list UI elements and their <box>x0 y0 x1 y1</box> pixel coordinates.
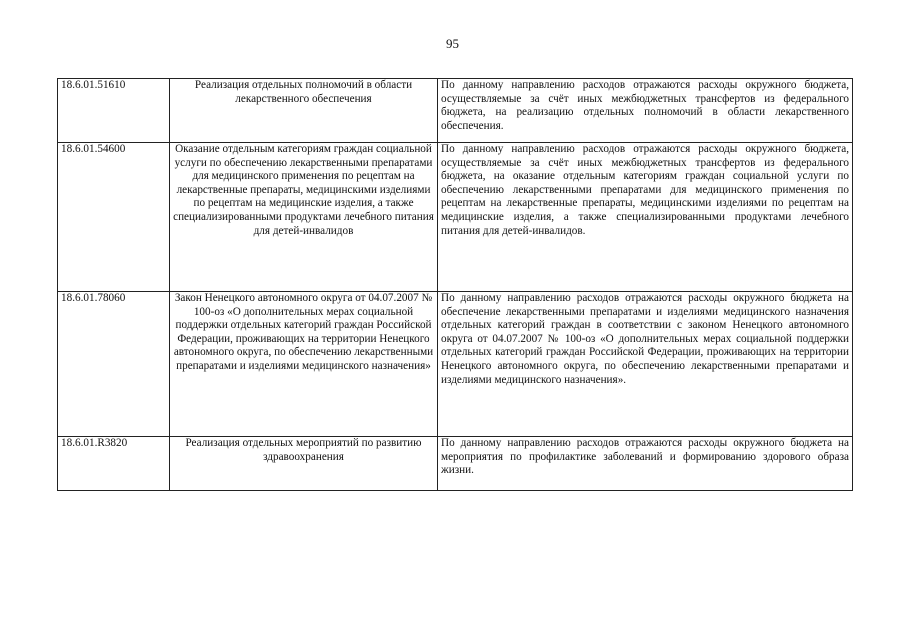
page-number: 95 <box>446 36 459 51</box>
expense-description: По данному направлению расходов отражаются расходы окружного бюджета, осуществляемые за счёт иных межбюджетных трансфертов из федерального бюджета, на реализацию отдельных полномочий в области лекарственного обеспечения. <box>438 79 853 143</box>
expense-name: Реализация отдельных мероприятий по развитию здравоохранения <box>170 437 438 491</box>
expense-description: По данному направлению расходов отражаются расходы окружного бюджета на мероприятия по профилактике заболеваний и формированию здорового образа жизни. <box>438 437 853 491</box>
budget-classification-table <box>57 78 853 491</box>
table-row <box>58 437 853 491</box>
table-row <box>58 79 853 143</box>
expense-name: Оказание отдельным категориям граждан социальной услуги по обеспечению лекарственными препаратами для медицинского применения по рецептам на лекарственные препараты, медицинскими изделиями по рецептам на медицинские изделия, а также специализированными продуктами лечебного питания для детей-инвалидов <box>170 143 438 292</box>
expense-code: 18.6.01.R3820 <box>58 437 170 491</box>
expense-code: 18.6.01.54600 <box>58 143 170 292</box>
expense-name: Реализация отдельных полномочий в области лекарственного обеспечения <box>170 79 438 143</box>
table-row <box>58 143 853 292</box>
expense-name: Закон Ненецкого автономного округа от 04.07.2007 № 100-оз «О дополнительных мерах социальной поддержки отдельных категорий граждан Российской Федерации, проживающих на территории Ненецкого автономного округа, по обеспечению лекарственными препаратами и изделиями медицинского назначения» <box>170 292 438 437</box>
expense-code: 18.6.01.51610 <box>58 79 170 143</box>
expense-description: По данному направлению расходов отражаются расходы окружного бюджета на обеспечение лекарственными препаратами и изделиями медицинского назначения отдельных категорий граждан в соответствии с законом Ненецкого автономного округа от 04.07.2007 № 100-оз «О дополнительных мерах социальной поддержки отдельных категорий граждан Российской Федерации, проживающих на территории Ненецкого автономного округа, по обеспечению лекарственными препаратами и изделиями медицинского назначения». <box>438 292 853 437</box>
expense-code: 18.6.01.78060 <box>58 292 170 437</box>
table-row <box>58 292 853 437</box>
expense-description: По данному направлению расходов отражаются расходы окружного бюджета, осуществляемые за счёт иных межбюджетных трансфертов из федерального бюджета, на оказание отдельным категориям граждан социальной услуги по обеспечению лекарственными препаратами для медицинского применения по рецептам на лекарственные препараты, медицинскими изделиями по рецептам на медицинские изделия, а также специализированными продуктами лечебного питания для детей-инвалидов. <box>438 143 853 292</box>
